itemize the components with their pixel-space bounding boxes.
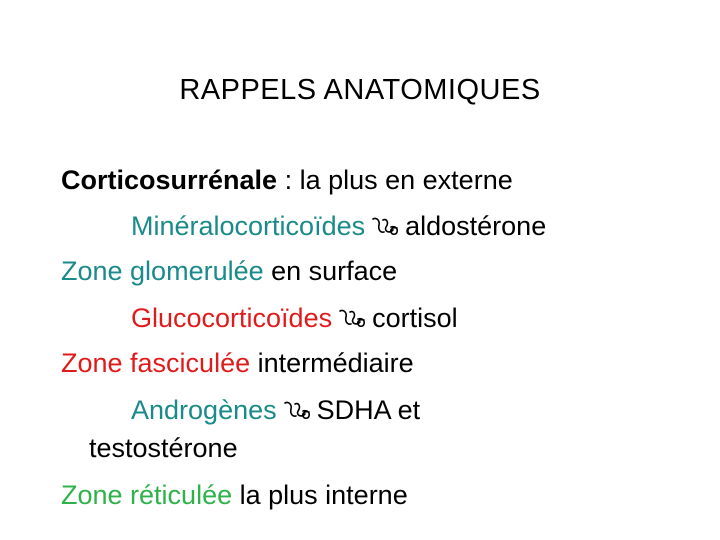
line-corticosurrenale <box>61 164 513 196</box>
term-zone-fasciculee: Zone fasciculée <box>61 348 251 378</box>
term-zone-glomerulee: Zone glomerulée <box>61 256 264 286</box>
line-glucocorticoides <box>131 302 458 334</box>
product-aldosterone: aldostérone <box>405 211 547 241</box>
product-cortisol: cortisol <box>372 303 458 333</box>
line-zone-glomerulee <box>61 255 397 287</box>
term-glucocorticoides: Glucocorticoïdes <box>131 303 333 333</box>
line-mineralocorticoides <box>131 210 546 242</box>
term-corticosurrenale: Corticosurrénale <box>61 165 278 195</box>
line-zone-reticulee <box>61 479 408 511</box>
arrow-right-icon <box>283 399 313 421</box>
arrow-right-icon <box>338 307 368 329</box>
desc-zone-fasciculee: intermédiaire <box>250 348 414 378</box>
line-zone-fasciculee <box>61 347 414 379</box>
desc-zone-glomerulee: en surface <box>263 256 398 286</box>
term-mineralocorticoides: Minéralocorticoïdes <box>131 211 366 241</box>
term-zone-reticulee: Zone réticulée <box>61 480 233 510</box>
desc-zone-reticulee: la plus interne <box>232 480 408 510</box>
line-androgenes <box>131 394 420 426</box>
product-sdha: SDHA et <box>316 395 421 425</box>
desc-corticosurrenale: : la plus en externe <box>277 165 513 195</box>
slide-title: RAPPELS ANATOMIQUES <box>179 74 541 106</box>
arrow-right-icon <box>371 215 401 237</box>
product-testosterone: testostérone <box>89 433 238 463</box>
line-testosterone <box>89 432 238 464</box>
term-androgenes: Androgènes <box>131 395 277 425</box>
